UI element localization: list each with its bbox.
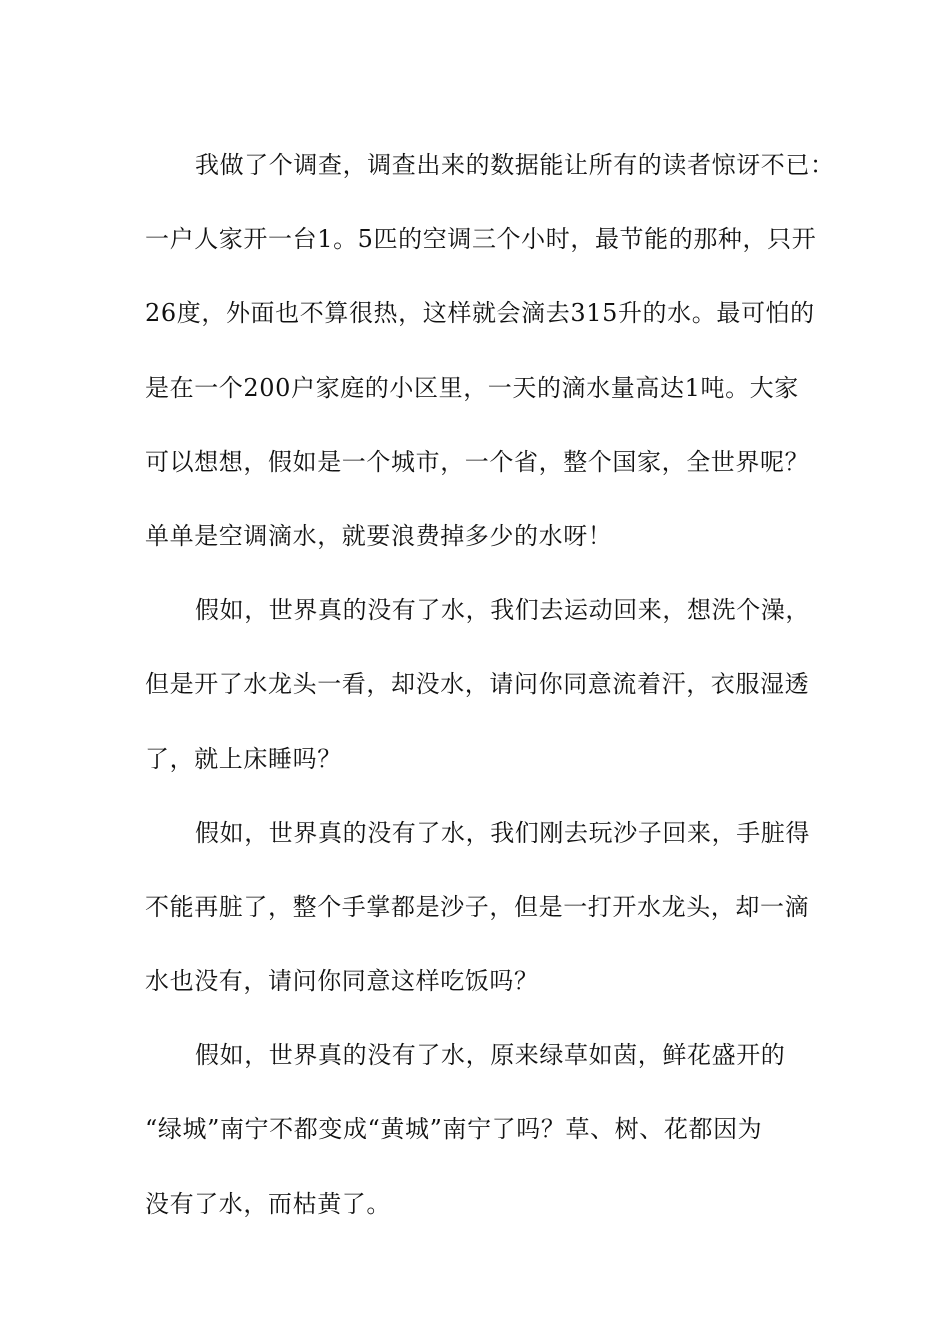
paragraph-line: 假如，世界真的没有了水，我们刚去玩沙子回来，手脏得 (195, 818, 810, 847)
paragraph-line: 是在一个200户家庭的小区里，一天的滴水量高达1吨。大家 (145, 373, 799, 402)
paragraph-line: 水也没有，请问你同意这样吃饭吗？ (145, 967, 539, 996)
paragraph-1 (145, 128, 835, 573)
paragraph-line: 可以想想，假如是一个城市，一个省，整个国家，全世界呢？ (145, 447, 810, 476)
paragraph-line: 26度，外面也不算很热，这样就会滴去315升的水。最可怕的 (145, 299, 815, 328)
paragraph-line: 但是开了水龙头一看，却没水，请问你同意流着汗，衣服湿透 (145, 670, 810, 699)
paragraph-line: 假如，世界真的没有了水，原来绿草如茵，鲜花盛开的 (195, 1041, 786, 1070)
paragraph-2 (145, 573, 825, 796)
paragraph-4 (145, 1018, 825, 1241)
paragraph-line: 单单是空调滴水，就要浪费掉多少的水呀！ (145, 521, 613, 550)
document-body (145, 128, 835, 1241)
paragraph-line: 假如，世界真的没有了水，我们去运动回来，想洗个澡， (195, 596, 810, 625)
paragraph-line: “绿城”南宁不都变成“黄城”南宁了吗？草、树、花都因为 (145, 1115, 763, 1144)
paragraph-line: 了，就上床睡吗？ (145, 744, 342, 773)
paragraph-line: 一户人家开一台1。5匹的空调三个小时，最节能的那种，只开 (145, 225, 817, 254)
paragraph-3 (145, 796, 825, 1019)
paragraph-line: 我做了个调查，调查出来的数据能让所有的读者惊讶不已： (195, 151, 835, 179)
paragraph-line: 没有了水，而枯黄了。 (145, 1189, 391, 1218)
paragraph-line: 不能再脏了，整个手掌都是沙子，但是一打开水龙头，却一滴 (145, 892, 810, 921)
